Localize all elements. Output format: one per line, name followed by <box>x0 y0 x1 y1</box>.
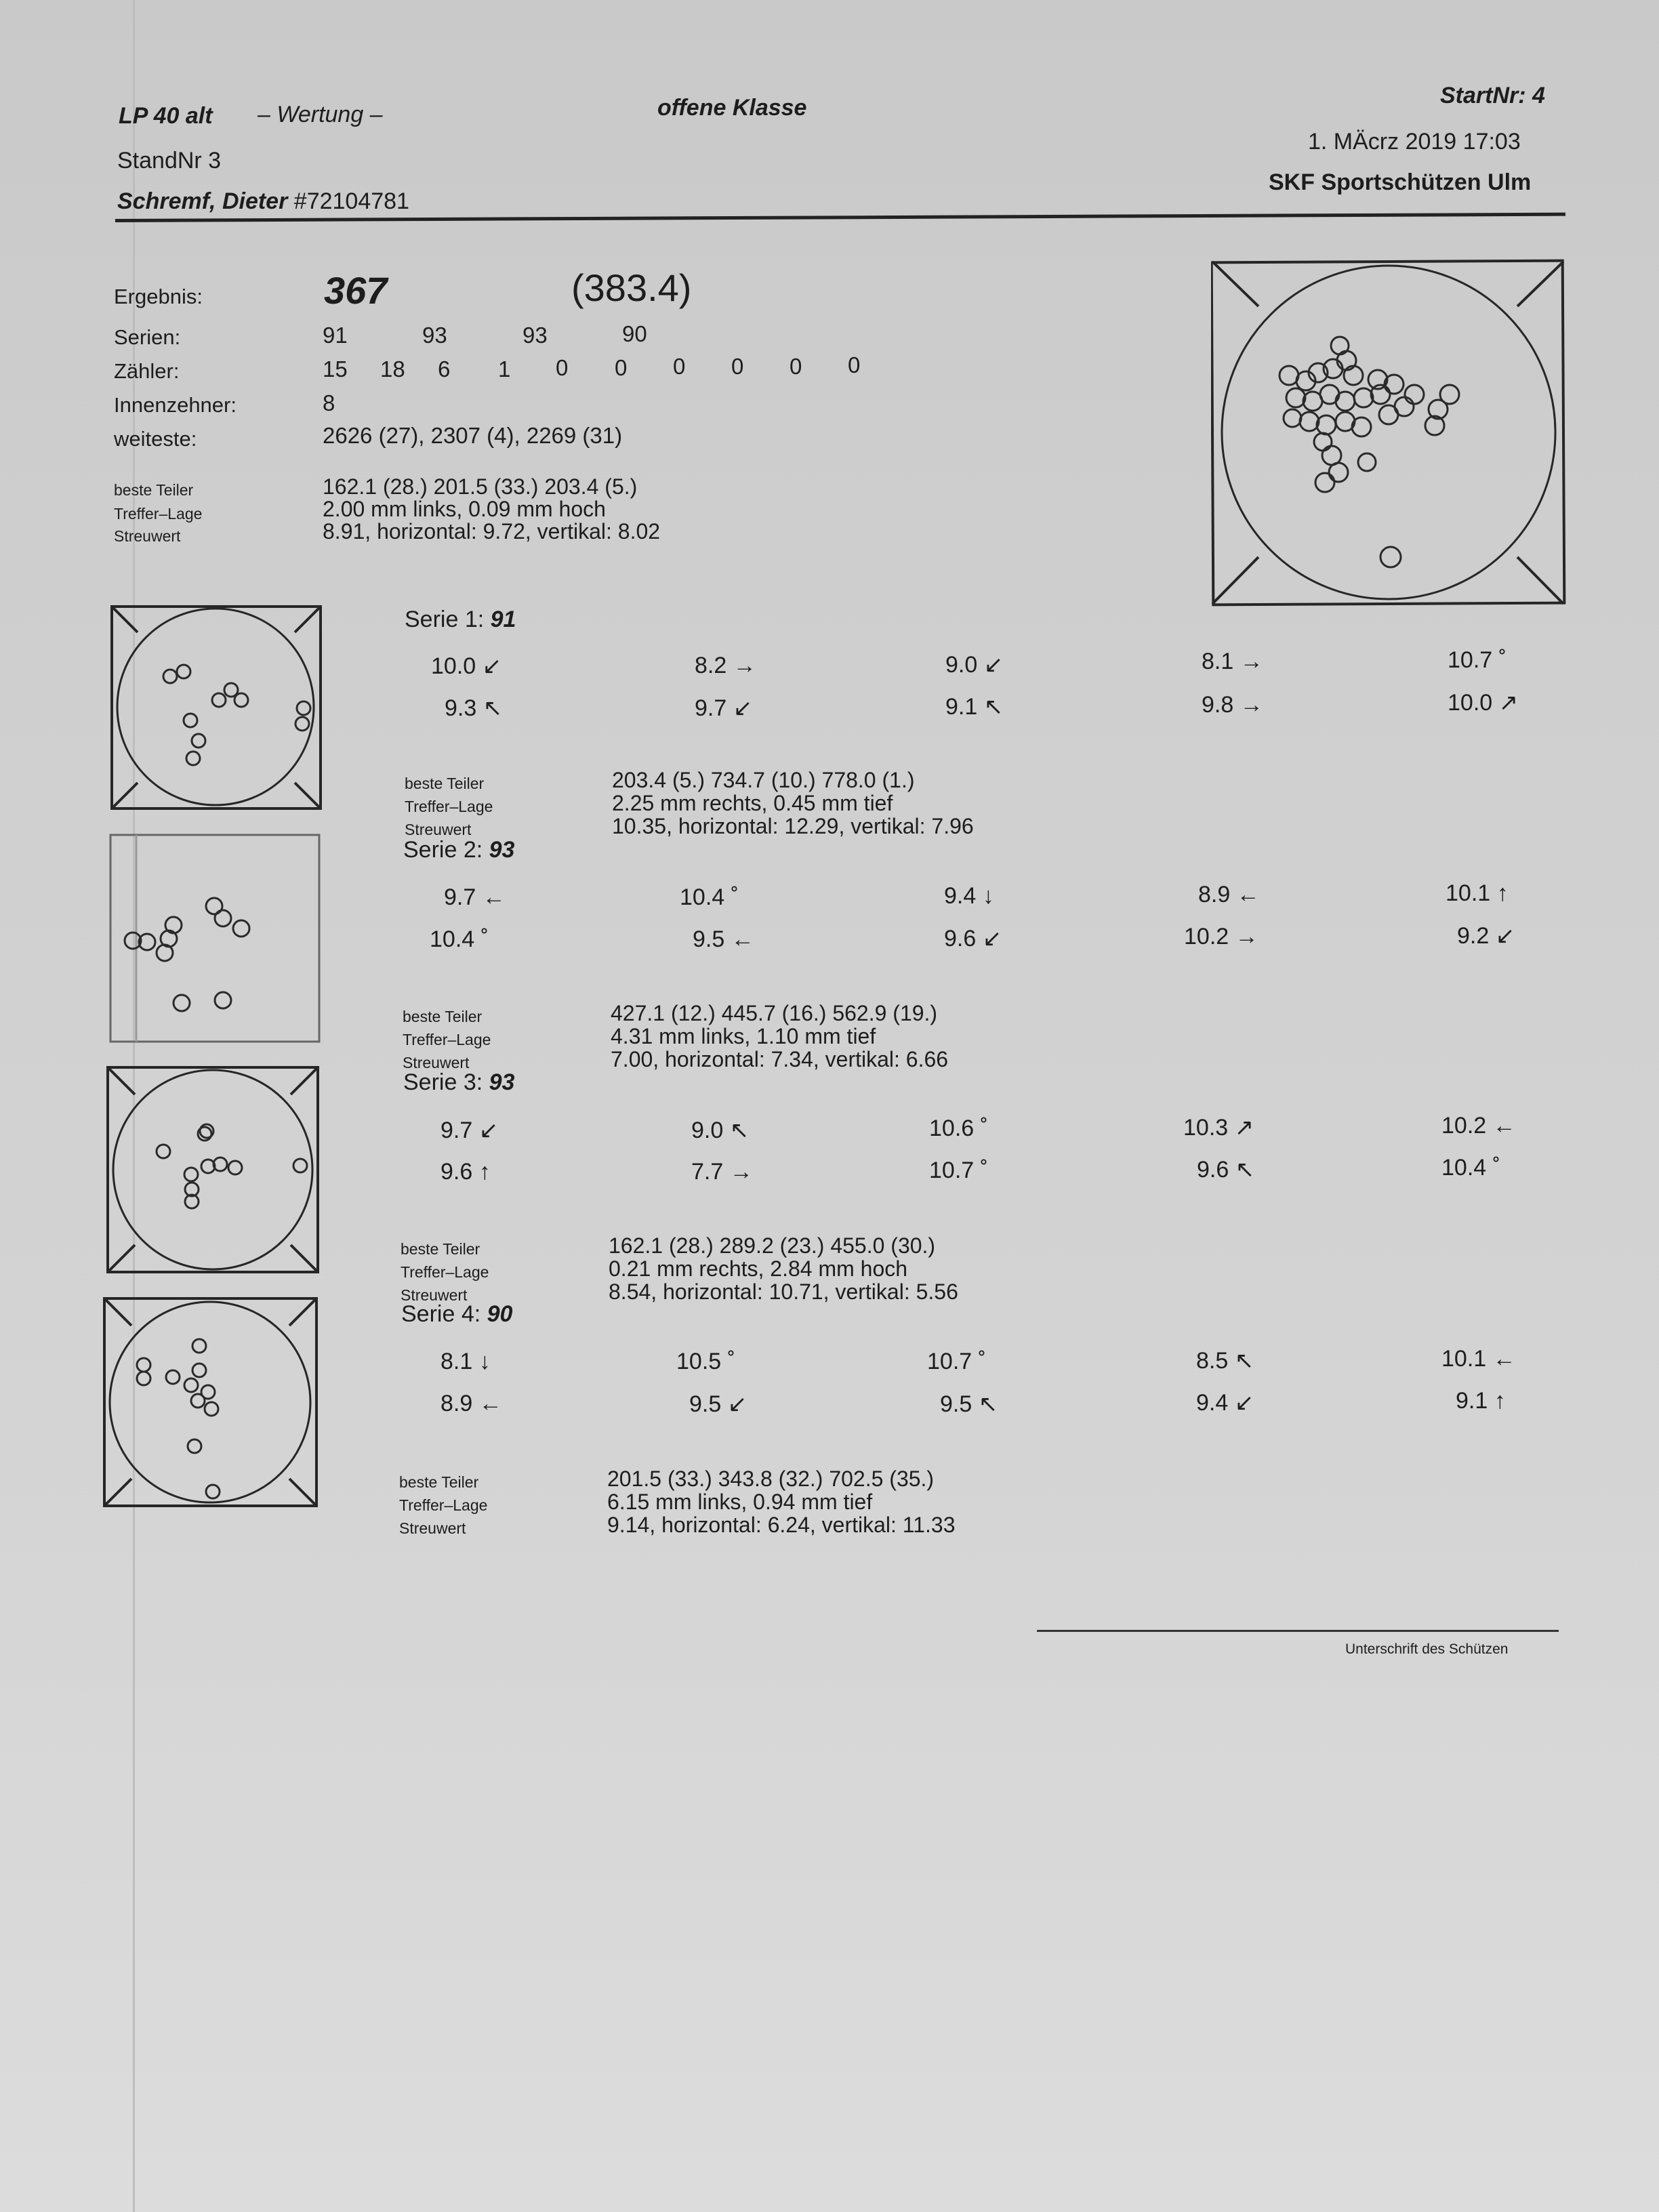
spread-label: Streuwert <box>403 1054 470 1071</box>
shot-value: 10.0 ↙ <box>431 653 502 679</box>
best-divisor-label: beste Teiler <box>399 1473 479 1491</box>
spread-value: 8.54, horizontal: 10.71, vertikal: 5.56 <box>609 1279 958 1304</box>
hit-position-value: 4.31 mm links, 1.10 mm tief <box>611 1024 876 1048</box>
counter-value: 1 <box>498 356 511 382</box>
shot-holes <box>137 1339 220 1498</box>
shot-holes <box>163 665 310 765</box>
shot-value: 9.5 ↙ <box>689 1391 747 1417</box>
best-divisor-label: beste Teiler <box>405 775 485 792</box>
spread-value: 7.00, horizontal: 7.34, vertikal: 6.66 <box>611 1047 949 1071</box>
shot-value: 9.0 ↖ <box>691 1118 750 1143</box>
result-label: Ergebnis: <box>114 285 203 308</box>
shot-value: 9.7 ← <box>444 884 506 910</box>
counter-value: 0 <box>556 355 569 380</box>
series-4-total: 90 <box>622 321 647 346</box>
shot-value: 9.8 → <box>1202 692 1263 718</box>
series-3-target-plot <box>106 1066 320 1274</box>
series-2-title: Serie 2: <box>403 837 483 863</box>
shot-value: 9.5 ↖ <box>940 1391 998 1417</box>
best-divisor-value: 427.1 (12.) 445.7 (16.) 562.9 (19.) <box>611 1001 938 1025</box>
shot-value: 10.6 ˚ <box>929 1115 988 1141</box>
shot-holes <box>125 898 249 1011</box>
series-2-target-plot <box>109 834 321 1044</box>
discipline: LP 40 alt <box>119 103 213 129</box>
counter-value: 0 <box>790 354 802 379</box>
club-name: SKF Sportschützen Ulm <box>1269 169 1532 195</box>
spread-label: Streuwert <box>399 1519 466 1537</box>
counter-value: 18 <box>380 356 405 382</box>
shot-value: 9.5 ← <box>693 926 754 952</box>
signature-label: Unterschrift des Schützen <box>1345 1641 1509 1657</box>
shot-holes <box>1279 337 1459 567</box>
shooter-id: #72104781 <box>293 188 409 214</box>
class-name: offene Klasse <box>657 95 807 121</box>
overall-target-plot <box>1211 259 1567 608</box>
shot-value: 8.9 ← <box>441 1391 502 1416</box>
shot-value: 10.7 ˚ <box>927 1349 986 1374</box>
shot-value: 9.1 ↑ <box>1456 1388 1506 1414</box>
hit-position-label: Treffer–Lage <box>401 1263 489 1281</box>
inner-ten-value: 8 <box>323 390 335 415</box>
shot-value: 10.4 ˚ <box>430 926 489 952</box>
farthest-value: 2626 (27), 2307 (4), 2269 (31) <box>323 423 623 448</box>
series-3-score: 93 <box>489 1069 515 1095</box>
series-3-total: 93 <box>523 323 548 348</box>
counter-value: 0 <box>731 354 744 379</box>
counter-value: 6 <box>438 356 451 382</box>
counter-value: 0 <box>615 355 628 380</box>
hit-position-value: 6.15 mm links, 0.94 mm tief <box>607 1490 873 1514</box>
shot-value: 10.1 ← <box>1441 1346 1516 1372</box>
series-3-title: Serie 3: <box>403 1069 483 1095</box>
hit-position-label: Treffer–Lage <box>399 1496 488 1514</box>
series-4-score: 90 <box>487 1301 513 1327</box>
result-value: 367 <box>324 269 388 312</box>
hit-position-label: Treffer–Lage <box>114 505 203 523</box>
start-number: StartNr: 4 <box>1440 83 1545 108</box>
shot-value: 10.7 ˚ <box>1448 647 1507 673</box>
mode: – Wertung – <box>258 102 383 127</box>
shot-value: 10.3 ↗ <box>1183 1115 1254 1141</box>
inner-ten-label: Innenzehner: <box>114 393 237 417</box>
signature-line <box>1037 1630 1559 1632</box>
best-divisor-label: beste Teiler <box>401 1240 480 1258</box>
counter-value: 15 <box>323 356 348 382</box>
shot-value: 8.1 → <box>1202 649 1263 674</box>
shot-value: 7.7 → <box>691 1159 753 1185</box>
series-1-total: 91 <box>323 323 348 348</box>
series-label: Serien: <box>114 325 181 349</box>
shot-value: 9.3 ↖ <box>445 695 503 721</box>
shot-value: 9.6 ↙ <box>944 926 1002 951</box>
shot-value: 10.7 ˚ <box>929 1158 988 1183</box>
shot-value: 8.5 ↖ <box>1196 1348 1254 1374</box>
hit-position-label: Treffer–Lage <box>405 798 493 815</box>
shot-value: 9.7 ↙ <box>441 1118 499 1143</box>
shot-value: 9.4 ↓ <box>944 883 994 909</box>
shot-value: 9.7 ↙ <box>695 695 753 721</box>
shot-holes <box>157 1124 307 1208</box>
series-1-title: Serie 1: <box>405 607 485 632</box>
shot-value: 9.4 ↙ <box>1196 1390 1254 1416</box>
best-divisor-label: beste Teiler <box>403 1008 483 1025</box>
shot-value: 9.6 ↑ <box>441 1159 491 1185</box>
shot-value: 9.0 ↙ <box>945 652 1004 678</box>
farthest-label: weiteste: <box>114 427 197 451</box>
hit-position-value: 2.00 mm links, 0.09 mm hoch <box>323 497 606 521</box>
series-4-title: Serie 4: <box>401 1301 481 1327</box>
shot-value: 10.0 ↗ <box>1448 690 1519 716</box>
series-1-target-plot <box>110 605 323 811</box>
counter-value: 0 <box>848 352 861 377</box>
shot-value: 10.5 ˚ <box>676 1349 735 1374</box>
spread-value: 8.91, horizontal: 9.72, vertikal: 8.02 <box>323 519 661 544</box>
shot-value: 9.2 ↙ <box>1457 923 1515 949</box>
stand-number: StandNr 3 <box>117 148 222 173</box>
best-divisor-value: 201.5 (33.) 343.8 (32.) 702.5 (35.) <box>607 1467 935 1491</box>
shot-value: 10.2 → <box>1184 924 1258 949</box>
shot-value: 8.9 ← <box>1198 882 1260 907</box>
series-2-score: 93 <box>489 837 515 863</box>
spread-value: 9.14, horizontal: 6.24, vertikal: 11.33 <box>607 1513 956 1537</box>
shooter-name: Schremf, Dieter <box>117 188 288 214</box>
shot-value: 8.1 ↓ <box>441 1349 491 1374</box>
shot-value: 9.1 ↖ <box>945 694 1004 720</box>
spread-value: 10.35, horizontal: 12.29, vertikal: 7.96 <box>612 814 974 838</box>
hit-position-label: Treffer–Lage <box>403 1031 491 1048</box>
series-4-target-plot <box>103 1297 319 1509</box>
shot-value: 10.4 ˚ <box>1441 1155 1500 1181</box>
shot-value: 10.2 ← <box>1441 1113 1516 1139</box>
series-2-total: 93 <box>422 323 447 348</box>
result-decimal: (383.4) <box>571 266 692 309</box>
shot-value: 8.2 → <box>695 653 756 678</box>
best-divisor-label: beste Teiler <box>114 481 194 499</box>
best-divisor-value: 162.1 (28.) 201.5 (33.) 203.4 (5.) <box>323 474 638 499</box>
hit-position-value: 2.25 mm rechts, 0.45 mm tief <box>612 791 893 815</box>
shot-value: 9.6 ↖ <box>1197 1157 1255 1183</box>
shot-value: 10.1 ↑ <box>1446 880 1509 906</box>
date: 1. MÄcrz 2019 17:03 <box>1308 129 1521 155</box>
counter-label: Zähler: <box>114 359 180 383</box>
hit-position-value: 0.21 mm rechts, 2.84 mm hoch <box>609 1256 908 1281</box>
spread-label: Streuwert <box>405 821 472 838</box>
series-1-score: 91 <box>490 607 516 632</box>
spread-label: Streuwert <box>114 527 181 545</box>
counter-value: 0 <box>673 354 686 379</box>
best-divisor-value: 162.1 (28.) 289.2 (23.) 455.0 (30.) <box>609 1233 936 1258</box>
spread-label: Streuwert <box>401 1286 468 1304</box>
shot-value: 10.4 ˚ <box>680 884 739 910</box>
best-divisor-value: 203.4 (5.) 734.7 (10.) 778.0 (1.) <box>612 768 915 792</box>
